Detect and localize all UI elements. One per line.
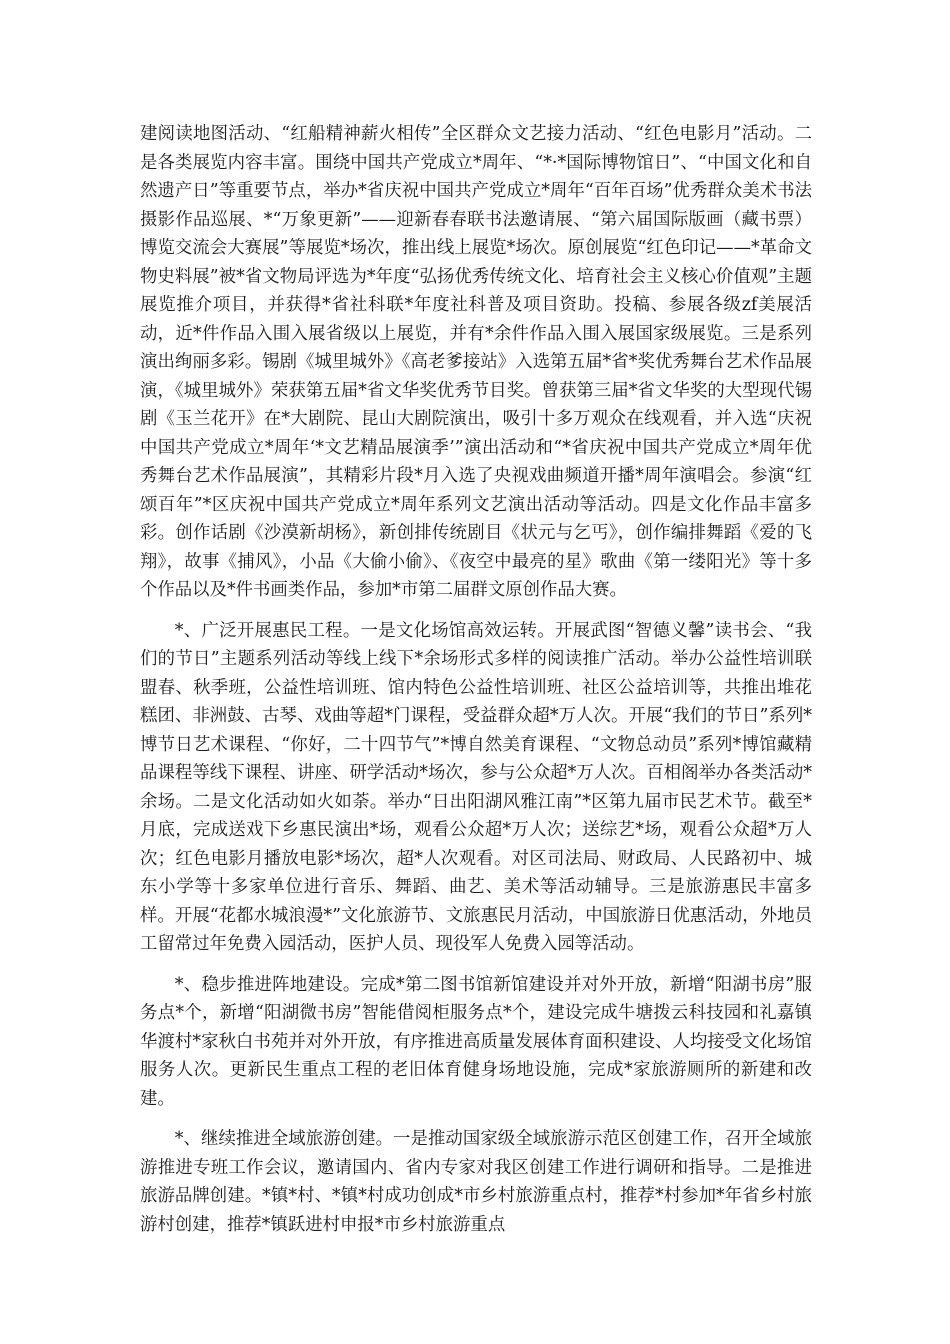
paragraph-4: *、继续推进全域旅游创建。一是推动国家级全域旅游示范区创建工作，召开全域旅游推进专班工作会议，邀请国内、省内专家对我区创建工作进行调研和指导。二是推进旅游品牌创建。*镇*村、*镇*村成功创成*市乡村旅游重点村，推荐*村参加*年省乡村旅游村创建，推荐*镇跃进村申报*市乡村旅游重点 — [140, 1129, 812, 1235]
document-body — [140, 120, 812, 1239]
paragraph-2: *、广泛开展惠民工程。一是文化场馆高效运转。开展武图“智德义馨”读书会、“我们的节日”主题系列活动等线上线下*余场形式多样的阅读推广活动。举办公益性培训联盟春、秋季班，公益性培训班、馆内特色公益性培训班、社区公益培训等，共推出堆花糕团、非洲鼓、古琴、戏曲等超*门课程，受益群众超*万人次。开展“我们的节日”系列*博节日艺术课程、“你好，二十四节气”*博自然美育课程、“文物总动员”系列*博馆藏精品课程等线下课程、讲座、研学活动*场次，参与公众超*万人次。百相阁举办各类活动*余场。二是文化活动如火如荼。举办“日出阳湖风雅江南”*区第九届市民艺术节。截至*月底，完成送戏下乡惠民演出*场，观看公众超*万人次；送综艺*场，观看公众超*万人次；红色电影月播放电影*场次，超*人次观看。对区司法局、财政局、人民路初中、城东小学等十多家单位进行音乐、舞蹈、曲艺、美术等活动辅导。三是旅游惠民丰富多样。开展“花都水城浪漫*”文化旅游节、文旅惠民月活动，中国旅游日优惠活动，外地员工留常过年免费入园活动，医护人员、现役军人免费入园等活动。 — [140, 620, 812, 954]
paragraph-3: *、稳步推进阵地建设。完成*第二图书馆新馆建设并对外开放，新增“阳湖书房”服务点*个，新增“阳湖微书房”智能借阅柜服务点*个，建设完成牛塘拨云科技园和礼嘉镇华渡村*家秋白书苑并对外开放，有序推进高质量发展体育面积建设、人均接受文化场馆服务人次。更新民生重点工程的老旧体育健身场地设施，完成*家旅游厕所的新建和改建。 — [140, 974, 812, 1109]
paragraph-1: 建阅读地图活动、“红船精神薪火相传”全区群众文艺接力活动、“红色电影月”活动。二是各类展览内容丰富。围绕中国共产党成立*周年、“*·*国际博物馆日”、“中国文化和自然遗产日”等重要节点，举办*省庆祝中国共产党成立*周年“百年百场”优秀群众美术书法摄影作品巡展、*“万象更新”——迎新春春联书法邀请展、“第六届国际版画（藏书票）博览交流会大赛展”等展览*场次，推出线上展览*场次。原创展览“红色印记——*革命文物史料展”被*省文物局评选为*年度“弘扬优秀传统文化、培育社会主义核心价值观”主题展览推介项目，并获得*省社科联*年度社科普及项目资助。投稿、参展各级zf美展活动，近*件作品入围入展省级以上展览，并有*余件作品入围入展国家级展览。三是系列演出绚丽多彩。锡剧《城里城外》《高老爹接站》入选第五届*省*奖优秀舞台艺术作品展演，《城里城外》荣获第五届*省文华奖优秀节目奖。曾获第三届*省文华奖的大型现代锡剧《玉兰花开》在*大剧院、昆山大剧院演出，吸引十多万观众在线观看，并入选“庆祝中国共产党成立*周年‘*文艺精品展演季’”演出活动和“*省庆祝中国共产党成立*周年优秀舞台艺术作品展演”，其精彩片段*月入选了央视戏曲频道开播*周年演唱会。参演“红颂百年”*区庆祝中国共产党成立*周年系列文艺演出活动等活动。四是文化作品丰富多彩。创作话剧《沙漠新胡杨》，新创排传统剧目《状元与乞丐》，创作编排舞蹈《爱的飞翔》，故事《捕风》，小品《大偷小偷》、《夜空中最亮的星》歌曲《第一缕阳光》等十多个作品以及*件书画类作品，参加*市第二届群文原创作品大赛。 — [140, 124, 812, 600]
